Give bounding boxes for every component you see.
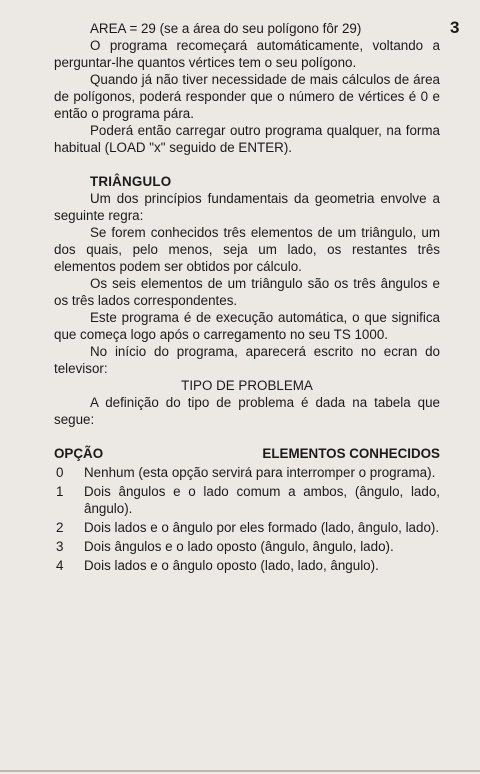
- option-description: Dois ângulos e o lado oposto (ângulo, ângulo, lado).: [84, 539, 394, 554]
- option-number: 4: [56, 558, 64, 573]
- paragraph-stop: Quando já não tiver necessidade de mais cálculos de área de polígonos, poderá responder que o número de vértices é 0 e então o programa pára.: [54, 72, 440, 121]
- paragraph-load: Poderá então carregar outro programa qualquer, na forma habitual (LOAD "x" seguido de ENTER).: [54, 123, 440, 155]
- section-heading: TRIÂNGULO: [90, 174, 172, 189]
- paragraph-principle: Um dos princípios fundamentais da geometria envolve a seguinte regra:: [54, 191, 440, 223]
- header-elements: ELEMENTOS CONHECIDOS: [262, 446, 440, 461]
- table-row: [54, 538, 440, 555]
- option-description: Dois lados e o ângulo oposto (lado, lado, ângulo).: [84, 558, 379, 573]
- page-bottom-edge: [0, 770, 480, 772]
- options-table-header: [54, 445, 440, 462]
- document-page: [54, 20, 440, 574]
- page-number: 3: [450, 18, 460, 37]
- table-row: [54, 483, 440, 517]
- paragraph-rule: Se forem conhecidos três elementos de um triângulo, um dos quais, pelo menos, seja um lado, os restantes três elementos podem ser obtidos por cálculo.: [54, 225, 440, 274]
- area-example-line: AREA = 29 (se a área do seu polígono fôr 29): [90, 21, 362, 36]
- option-description: Dois lados e o ângulo por eles formado (lado, ângulo, lado).: [84, 520, 440, 535]
- option-number: 3: [56, 539, 64, 554]
- paragraph-definition: A definição do tipo de problema é dada na tabela que segue:: [54, 395, 440, 427]
- table-row: [54, 519, 440, 536]
- option-description: Dois ângulos e o lado comum a ambos, (ângulo, lado, ângulo).: [84, 484, 440, 516]
- paragraph-screen: No início do programa, aparecerá escrito no ecran do televisor:: [54, 344, 440, 376]
- table-row: [54, 557, 440, 574]
- option-number: 2: [56, 520, 64, 535]
- table-row: [54, 464, 440, 481]
- paragraph-autorun: Este programa é de execução automática, o que significa que começa logo após o carregamento no seu TS 1000.: [54, 310, 440, 342]
- option-description: Nenhum (esta opção servirá para interromper o programa).: [84, 465, 436, 480]
- paragraph-restart: O programa recomeçará automáticamente, voltando a perguntar-lhe quantos vértices tem o seu polígono.: [54, 38, 440, 70]
- screen-title: TIPO DE PROBLEMA: [181, 378, 313, 393]
- option-number: 0: [56, 465, 64, 480]
- header-option: OPÇÃO: [54, 446, 104, 461]
- paragraph-elements: Os seis elementos de um triângulo são os três ângulos e os três lados correspondentes.: [54, 276, 440, 308]
- option-number: 1: [56, 484, 64, 499]
